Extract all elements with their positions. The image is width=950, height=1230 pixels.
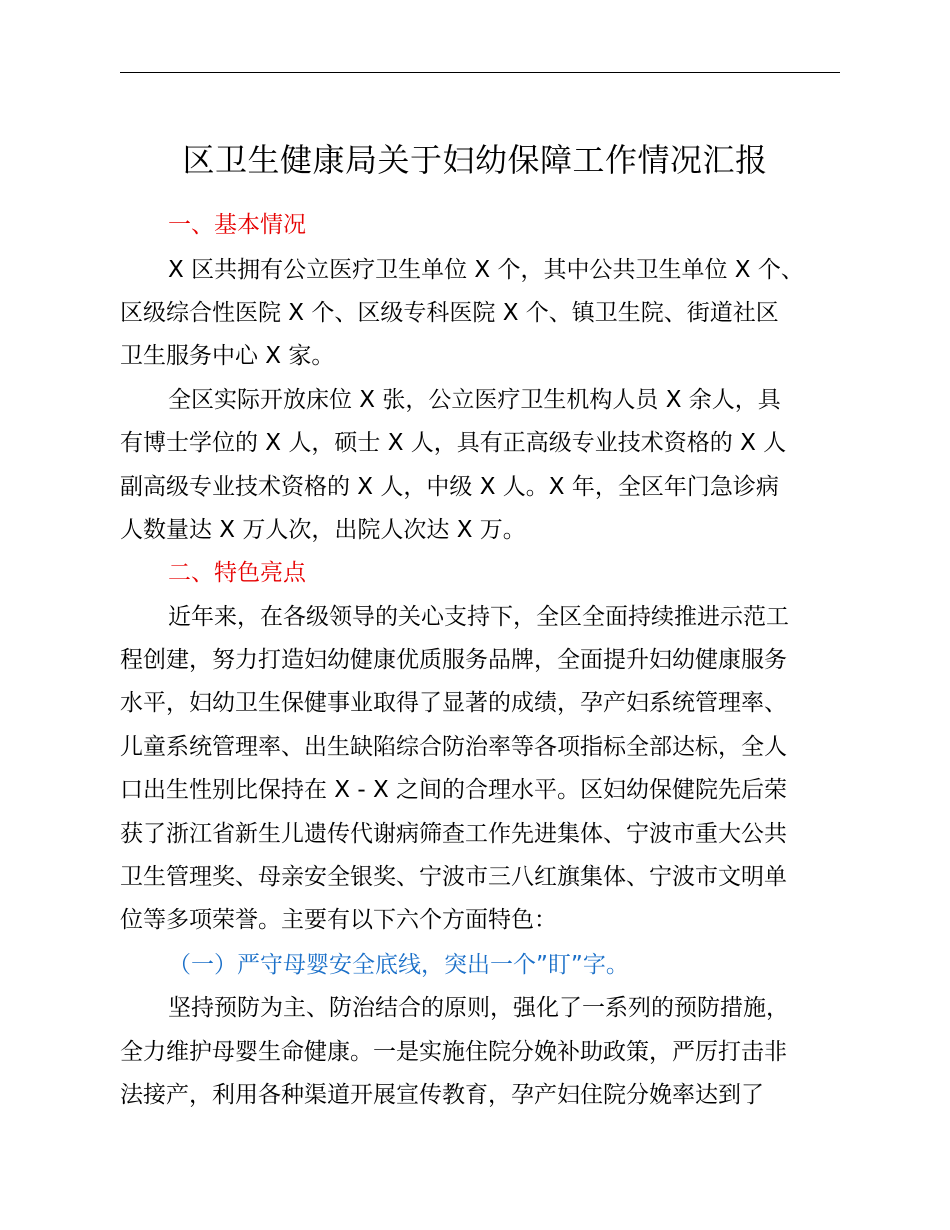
paragraph-line: 口出生性别比保持在 X - X 之间的合理水平。区妇幼保健院先后荣	[120, 777, 788, 803]
paragraph-line: 水平，妇幼卫生保健事业取得了显著的成绩，孕产妇系统管理率、	[120, 690, 787, 716]
paragraph-line: 卫生服务中心 X 家。	[120, 343, 335, 369]
paragraph-line: 副高级专业技术资格的 X 人，中级 X 人。X 年，全区年门急诊病	[120, 474, 779, 500]
paragraph-line: 人数量达 X 万人次，出院人次达 X 万。	[120, 517, 526, 543]
paragraph-line: 全力维护母婴生命健康。一是实施住院分娩补助政策，严厉打击非	[120, 1039, 787, 1065]
subsection-heading-one: （一）严守母婴安全底线，突出一个”盯”字。	[168, 952, 629, 978]
paragraph-line: X 区共拥有公立医疗卫生单位 X 个，其中公共卫生单位 X 个、	[168, 257, 804, 283]
paragraph-line: 程创建，努力打造妇幼健康优质服务品牌，全面提升妇幼健康服务	[120, 647, 787, 673]
paragraph-line: 近年来，在各级领导的关心支持下，全区全面持续推进示范工	[168, 604, 789, 630]
paragraph-line: 法接产，利用各种渠道开展宣传教育，孕产妇住院分娩率达到了	[120, 1082, 764, 1108]
section-heading-basic: 一、基本情况	[168, 212, 306, 238]
paragraph-line: 儿童系统管理率、出生缺陷综合防治率等各项指标全部达标，全人	[120, 734, 787, 760]
paragraph-line: 有博士学位的 X 人，硕士 X 人，具有正高级专业技术资格的 X 人	[120, 430, 787, 456]
paragraph-line: 位等多项荣誉。主要有以下六个方面特色：	[120, 907, 557, 933]
paragraph-line: 区级综合性医院 X 个、区级专科医院 X 个、镇卫生院、街道社区	[120, 300, 779, 326]
document-title: 区卫生健康局关于妇幼保障工作情况汇报	[182, 141, 768, 179]
paragraph-line: 卫生管理奖、母亲安全银奖、宁波市三八红旗集体、宁波市文明单	[120, 864, 787, 890]
header-rule	[120, 72, 840, 73]
paragraph-line: 获了浙江省新生儿遗传代谢病筛查工作先进集体、宁波市重大公共	[120, 821, 787, 847]
paragraph-line: 全区实际开放床位 X 张，公立医疗卫生机构人员 X 余人，具	[168, 387, 781, 413]
paragraph-line: 坚持预防为主、防治结合的原则，强化了一系列的预防措施，	[168, 995, 789, 1021]
section-heading-highlights: 二、特色亮点	[168, 560, 306, 586]
